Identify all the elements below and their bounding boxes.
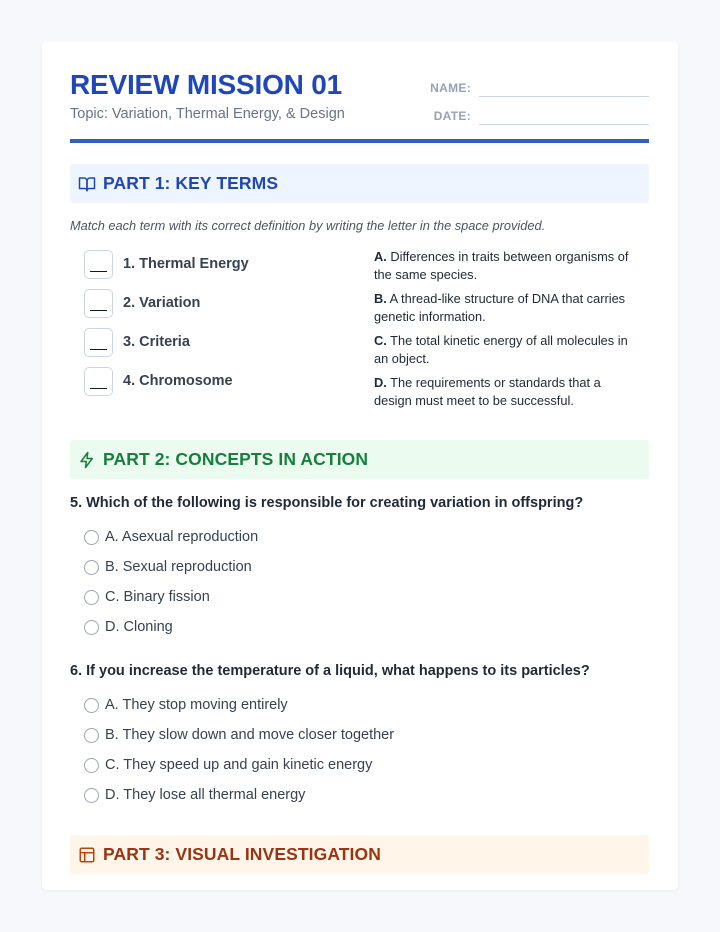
page-title: REVIEW MISSION 01 <box>70 69 342 100</box>
part2-header <box>70 440 649 479</box>
definition-item <box>374 290 639 326</box>
part2-title: PART 2: CONCEPTS IN ACTION <box>103 449 369 469</box>
option-label: A. They stop moving entirely <box>105 697 288 713</box>
name-label: NAME: <box>430 81 471 95</box>
question-5-option-a[interactable] <box>84 527 258 547</box>
question-6-option-d[interactable] <box>84 785 305 805</box>
option-label: C. They speed up and gain kinetic energy <box>105 757 373 773</box>
term-item <box>84 366 233 396</box>
definition-text: The requirements or standards that a design must meet to be successful. <box>374 375 601 408</box>
question-6-option-b[interactable] <box>84 725 394 745</box>
worksheet-header <box>70 42 649 143</box>
option-label: C. Binary fission <box>105 589 210 605</box>
definition-letter: A. <box>374 249 387 264</box>
radio-button[interactable] <box>84 590 99 605</box>
question-6-option-a[interactable] <box>84 695 288 715</box>
worksheet-page <box>42 42 678 890</box>
lightning-bolt-icon <box>78 451 96 469</box>
radio-button[interactable] <box>84 728 99 743</box>
definition-item <box>374 248 639 284</box>
option-label: D. Cloning <box>105 619 173 635</box>
question-6: 6. If you increase the temperature of a liquid, what happens to its particles? <box>70 663 590 679</box>
option-label: B. They slow down and move closer together <box>105 727 395 743</box>
date-field[interactable] <box>429 103 649 125</box>
term-label: 1. Thermal Energy <box>123 256 249 272</box>
option-label: D. They lose all thermal energy <box>105 787 306 803</box>
definition-letter: B. <box>374 291 387 306</box>
date-line[interactable] <box>479 124 649 125</box>
term-item <box>84 249 249 279</box>
page-topic: Topic: Variation, Thermal Energy, & Design <box>70 106 345 122</box>
question-5-option-c[interactable] <box>84 587 210 607</box>
radio-button[interactable] <box>84 758 99 773</box>
definition-letter: D. <box>374 375 387 390</box>
layout-panel-icon <box>78 846 96 864</box>
question-5-option-d[interactable] <box>84 617 173 637</box>
name-line[interactable] <box>479 96 649 97</box>
term-item <box>84 327 190 357</box>
definition-text: The total kinetic energy of all molecules in an object. <box>374 333 628 366</box>
radio-button[interactable] <box>84 620 99 635</box>
radio-button[interactable] <box>84 788 99 803</box>
answer-box[interactable] <box>84 289 113 318</box>
worksheet-content <box>70 42 649 864</box>
answer-box[interactable] <box>84 250 113 279</box>
radio-button[interactable] <box>84 560 99 575</box>
term-label: 4. Chromosome <box>123 373 233 389</box>
definition-item <box>374 374 639 410</box>
part1-header <box>70 164 649 203</box>
term-item <box>84 288 200 318</box>
term-label: 3. Criteria <box>123 334 190 350</box>
name-field[interactable] <box>429 75 649 97</box>
book-open-icon <box>78 175 96 193</box>
answer-box[interactable] <box>84 328 113 357</box>
part1-title: PART 1: KEY TERMS <box>103 173 279 193</box>
question-5-option-b[interactable] <box>84 557 252 577</box>
definition-letter: C. <box>374 333 387 348</box>
radio-button[interactable] <box>84 698 99 713</box>
option-label: B. Sexual reproduction <box>105 559 252 575</box>
term-label: 2. Variation <box>123 295 201 311</box>
part3-title: PART 3: VISUAL INVESTIGATION <box>103 844 381 864</box>
definition-text: A thread-like structure of DNA that carries genetic information. <box>374 291 626 324</box>
radio-button[interactable] <box>84 530 99 545</box>
part1-instructions: Match each term with its correct definition by writing the letter in the space provided. <box>70 218 546 233</box>
definition-text: Differences in traits between organisms of the same species. <box>374 249 629 282</box>
date-label: DATE: <box>433 109 471 123</box>
option-label: A. Asexual reproduction <box>105 529 259 545</box>
question-5: 5. Which of the following is responsible for creating variation in offspring? <box>70 495 584 511</box>
part3-header <box>70 835 649 874</box>
question-6-option-c[interactable] <box>84 755 372 775</box>
definition-item <box>374 332 639 368</box>
answer-box[interactable] <box>84 367 113 396</box>
